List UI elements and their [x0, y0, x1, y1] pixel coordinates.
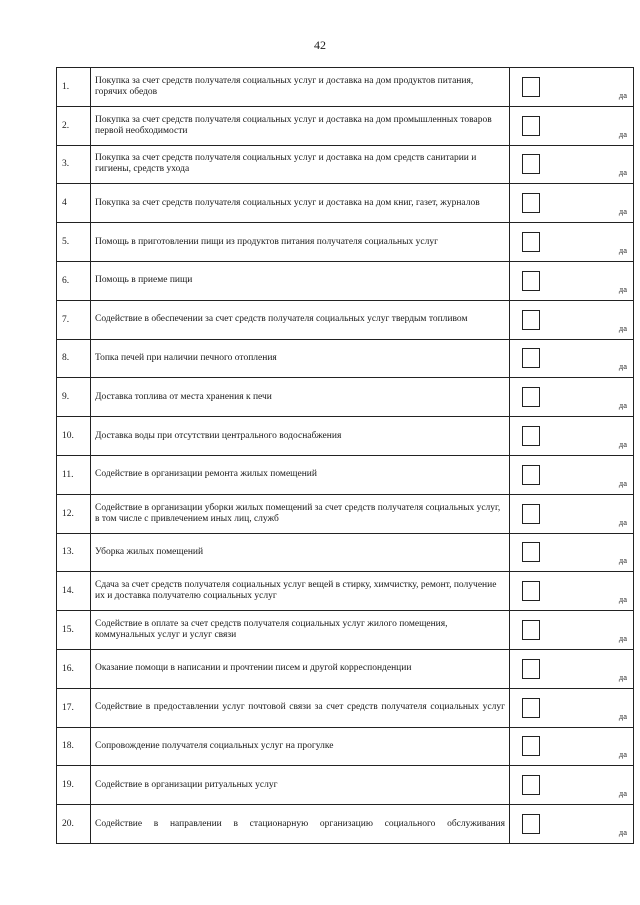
- service-description: Содействие в оплате за счет средств получателя социальных услуг жилого помещения, коммунальных услуг и услуг связи: [91, 611, 510, 650]
- services-table: [56, 67, 634, 844]
- service-description: Оказание помощи в написании и прочтении писем и другой корреспонденции: [91, 649, 510, 688]
- service-description: Содействие в организации ремонта жилых помещений: [91, 455, 510, 494]
- service-description: Содействие в организации ритуальных услуг: [91, 766, 510, 805]
- row-number: 7.: [57, 300, 91, 339]
- answer-label: да: [618, 167, 627, 178]
- answer-cell: [510, 339, 634, 378]
- row-number: 15.: [57, 611, 91, 650]
- table-row: [57, 688, 634, 727]
- answer-cell: [510, 727, 634, 766]
- answer-label: да: [618, 788, 627, 799]
- service-checkbox[interactable]: [522, 426, 540, 446]
- row-number: 11.: [57, 455, 91, 494]
- table-row: [57, 455, 634, 494]
- service-checkbox[interactable]: [522, 814, 540, 834]
- service-description: Помощь в приготовлении пищи из продуктов питания получателя социальных услуг: [91, 223, 510, 262]
- row-number: 13.: [57, 533, 91, 572]
- answer-label: да: [618, 555, 627, 566]
- service-description: Покупка за счет средств получателя социальных услуг и доставка на дом промышленных товаров первой необходимости: [91, 106, 510, 145]
- row-number: 3.: [57, 145, 91, 184]
- service-description: Доставка воды при отсутствии центрального водоснабжения: [91, 417, 510, 456]
- row-number: 1.: [57, 68, 91, 107]
- row-number: 9.: [57, 378, 91, 417]
- service-description: Содействие в направлении в стационарную организацию социального обслуживания: [91, 805, 510, 844]
- answer-label: да: [618, 516, 627, 527]
- row-number: 10.: [57, 417, 91, 456]
- row-number: 19.: [57, 766, 91, 805]
- answer-label: да: [618, 710, 627, 721]
- answer-label: да: [618, 283, 627, 294]
- answer-label: да: [618, 361, 627, 372]
- row-number: 6.: [57, 261, 91, 300]
- service-checkbox[interactable]: [522, 154, 540, 174]
- answer-cell: [510, 68, 634, 107]
- table-row: [57, 649, 634, 688]
- table-row: [57, 417, 634, 456]
- service-description: Покупка за счет средств получателя социальных услуг и доставка на дом средств санитарии и гигиены, средств ухода: [91, 145, 510, 184]
- answer-cell: [510, 378, 634, 417]
- table-row: [57, 300, 634, 339]
- answer-label: да: [618, 322, 627, 333]
- answer-label: да: [618, 244, 627, 255]
- service-checkbox[interactable]: [522, 698, 540, 718]
- answer-label: да: [618, 438, 627, 449]
- service-checkbox[interactable]: [522, 77, 540, 97]
- table-row: [57, 106, 634, 145]
- table-row: [57, 494, 634, 533]
- service-checkbox[interactable]: [522, 775, 540, 795]
- row-number: 17.: [57, 688, 91, 727]
- service-description: Помощь в приеме пищи: [91, 261, 510, 300]
- service-checkbox[interactable]: [522, 504, 540, 524]
- answer-cell: [510, 417, 634, 456]
- answer-cell: [510, 261, 634, 300]
- service-checkbox[interactable]: [522, 581, 540, 601]
- table-row: [57, 223, 634, 262]
- service-checkbox[interactable]: [522, 542, 540, 562]
- answer-label: да: [618, 477, 627, 488]
- answer-cell: [510, 766, 634, 805]
- row-number: 16.: [57, 649, 91, 688]
- answer-cell: [510, 649, 634, 688]
- answer-cell: [510, 572, 634, 611]
- table-row: [57, 145, 634, 184]
- table-row: [57, 572, 634, 611]
- service-description: Доставка топлива от места хранения к печи: [91, 378, 510, 417]
- table-row: [57, 68, 634, 107]
- answer-cell: [510, 145, 634, 184]
- row-number: 18.: [57, 727, 91, 766]
- answer-cell: [510, 300, 634, 339]
- service-checkbox[interactable]: [522, 232, 540, 252]
- row-number: 14.: [57, 572, 91, 611]
- table-row: [57, 766, 634, 805]
- service-description: Сопровождение получателя социальных услуг на прогулке: [91, 727, 510, 766]
- service-checkbox[interactable]: [522, 310, 540, 330]
- answer-label: да: [618, 400, 627, 411]
- service-description: Содействие в организации уборки жилых помещений за счет средств получателя социальных услуг, в том числе с привлечением иных лиц, служб: [91, 494, 510, 533]
- service-description: Содействие в обеспечении за счет средств получателя социальных услуг твердым топливом: [91, 300, 510, 339]
- answer-cell: [510, 805, 634, 844]
- service-checkbox[interactable]: [522, 271, 540, 291]
- answer-label: да: [618, 749, 627, 760]
- service-checkbox[interactable]: [522, 736, 540, 756]
- service-description: Содействие в предоставлении услуг почтовой связи за счет средств получателя социальных услуг: [91, 688, 510, 727]
- service-checkbox[interactable]: [522, 387, 540, 407]
- answer-label: да: [618, 671, 627, 682]
- answer-label: да: [618, 632, 627, 643]
- answer-cell: [510, 688, 634, 727]
- table-row: [57, 339, 634, 378]
- row-number: 20.: [57, 805, 91, 844]
- answer-label: да: [618, 206, 627, 217]
- table-row: [57, 378, 634, 417]
- service-checkbox[interactable]: [522, 348, 540, 368]
- service-checkbox[interactable]: [522, 193, 540, 213]
- service-checkbox[interactable]: [522, 116, 540, 136]
- answer-cell: [510, 223, 634, 262]
- answer-cell: [510, 106, 634, 145]
- service-checkbox[interactable]: [522, 465, 540, 485]
- table-row: [57, 805, 634, 844]
- answer-label: да: [618, 89, 627, 100]
- answer-label: да: [618, 826, 627, 837]
- services-table-body: [57, 68, 634, 844]
- service-description: Покупка за счет средств получателя социальных услуг и доставка на дом книг, газет, журналов: [91, 184, 510, 223]
- service-checkbox[interactable]: [522, 620, 540, 640]
- service-description: Топка печей при наличии печного отопления: [91, 339, 510, 378]
- service-description: Покупка за счет средств получателя социальных услуг и доставка на дом продуктов питания, горячих обедов: [91, 68, 510, 107]
- answer-cell: [510, 494, 634, 533]
- table-row: [57, 611, 634, 650]
- service-description: Сдача за счет средств получателя социальных услуг вещей в стирку, химчистку, ремонт, получение их и доставка получателю социальных услуг: [91, 572, 510, 611]
- answer-label: да: [618, 594, 627, 605]
- page-number: 42: [314, 38, 326, 52]
- answer-cell: [510, 455, 634, 494]
- answer-cell: [510, 533, 634, 572]
- table-row: [57, 727, 634, 766]
- table-row: [57, 533, 634, 572]
- row-number: 5.: [57, 223, 91, 262]
- row-number: 2.: [57, 106, 91, 145]
- service-description: Уборка жилых помещений: [91, 533, 510, 572]
- row-number: 12.: [57, 494, 91, 533]
- answer-cell: [510, 184, 634, 223]
- answer-cell: [510, 611, 634, 650]
- answer-label: да: [618, 128, 627, 139]
- row-number: 4: [57, 184, 91, 223]
- service-checkbox[interactable]: [522, 659, 540, 679]
- table-row: [57, 184, 634, 223]
- table-row: [57, 261, 634, 300]
- row-number: 8.: [57, 339, 91, 378]
